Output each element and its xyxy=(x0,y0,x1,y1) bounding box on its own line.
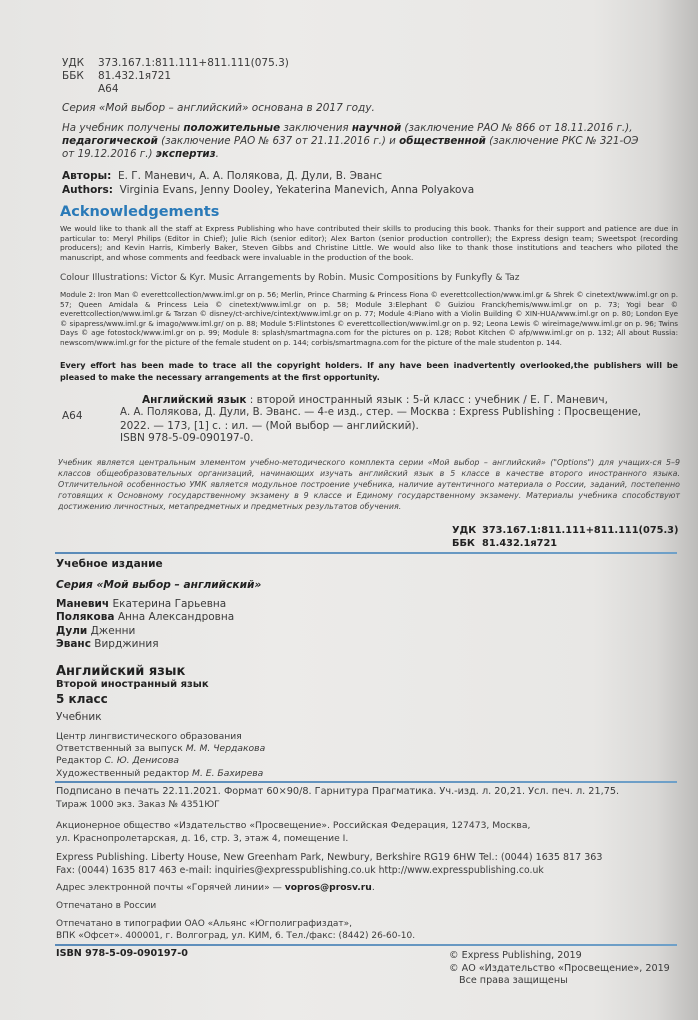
edition-author xyxy=(56,598,234,611)
printer-address xyxy=(56,918,415,943)
author-name: Анна Александровна xyxy=(117,611,235,624)
bbk-label: ББК xyxy=(452,538,475,549)
bbk-value: 81.432.1я721 xyxy=(482,538,558,549)
review-bold: экспертиз xyxy=(155,147,216,160)
bottom-codes xyxy=(452,524,678,550)
bbk-value: 81.432.1я721 xyxy=(98,70,172,82)
edition-type: Учебное издание xyxy=(56,558,163,570)
photo-credits: Module 2: Iron Man © everettcollection/www.iml.gr on p. 56; Merlin, Prince Charming & Princess Fiona © everettcollection/www.iml.gr & Shrek © cinetext/www.iml.gr on p. 57; Queen Amidala & Princess Leia © cinetext/www.iml.gr on p. 58; Module 3:Elephant © Guiziou Franck/hemis/www.iml.gr on p. 73; Yogi bear © everettcollection/www.iml.gr & Tarzan © disney/ct-archive/cintext/www.iml.gr on p. 77; Module 4:Piano with a Violin Building © XIN-HUA/www.iml.gr on p. 80; London Eye © sipapress/www.iml.gr & imago/www.iml.gr/ on p. 88; Module 5:Flintstones © everettcollection/www.iml.gr on p. 92; Leona Lewis © wireimage/www.iml.gr on p. 96; Twins Days © age fotostock/www.iml.gr on p. 99; Module 8: splash/smartmagna.com for the pictures on p. 128; Robot Kitchen © afp/www.iml.gr on p. 132; All about Russia: newscom/www.iml.gr for the picture of the female student on p. 144; corbis/smartmagna.com for the picture of the male studenton p. 144. xyxy=(60,290,678,347)
edition-series: Серия «Мой выбор – английский» xyxy=(56,579,262,591)
editor-line xyxy=(56,755,265,767)
review-bold: педагогической xyxy=(62,134,158,147)
edition-author xyxy=(56,611,234,624)
edition-author xyxy=(56,638,234,651)
review-bold: общественной xyxy=(399,134,486,147)
editor-name: С. Ю. Денисова xyxy=(104,755,179,767)
catalog-line: 2022. — 173, [1] с. : ил. — (Мой выбор — английский). xyxy=(120,419,419,432)
express-line: Fax: (0044) 1635 817 463 e-mail: inquiries@expresspublishing.co.uk http://www.expresspublishing.co.uk xyxy=(56,864,544,876)
imprint-signed xyxy=(56,786,619,811)
art-editor-line xyxy=(56,768,265,780)
review-note xyxy=(62,122,682,160)
acknowledgements-text: We would like to thank all the staff at Express Publishing who have contributed their skills to producing this book. Thanks for their support and patience are due in particular to: Meryl Philips (Editor in Chief); Julie Rich (senior editor); Alex Barton (senior production controller); the Express design team; Sweetspot (recording producers); and Kevin Harris, Kimberly Baker, Steven Gibbs and Christine Little. We would also like to thank those institutions and teachers who piloted the manuscript, and whose comments and feedback were invaluable in the production of the book. xyxy=(60,224,678,262)
udk-value: 373.167.1:811.111+811.111(075.3) xyxy=(482,525,679,536)
express-line: Express Publishing. Liberty House, New Greenham Park, Newbury, Berkshire RG19 6HW Tel.: (0044) 1635 817 363 xyxy=(56,852,603,863)
divider xyxy=(55,944,677,946)
review-text: (заключение РАО № 866 от 18.11.2016 г.), xyxy=(401,122,633,134)
printer-line: Отпечатано в типографии ОАО «Альянс «Югполиграфиздат», xyxy=(56,919,353,929)
edition-author xyxy=(56,625,234,638)
publisher-line: Акционерное общество «Издательство «Просвещение». Российская Федерация, 127473, Москва, xyxy=(56,820,531,831)
catalog-line: А. А. Полякова, Д. Дули, В. Эванс. — 4-е изд., стер. — Москва : Express Publishing : Просвещение, xyxy=(120,406,641,418)
book-subtitle: Второй иностранный язык xyxy=(56,679,209,690)
responsible-name: М. М. Чердакова xyxy=(185,743,266,755)
book-title: Английский язык xyxy=(56,664,186,679)
author-name: Дженни xyxy=(90,624,136,637)
udk-label: УДК xyxy=(452,525,477,536)
copyright-note: Every effort has been made to trace all the copyright holders. If any have been inadvertently overlooked,the publishers will be pleased to make the necessary arrangements at the first opportunity. xyxy=(60,360,678,382)
imprint-signed-line: Подписано в печать 22.11.2021. Формат 60×90/8. Гарнитура Прагматика. Уч.-изд. л. 20,21. Усл. печ. л. 21,75. xyxy=(56,786,620,797)
review-text: заключения xyxy=(280,122,352,134)
authors-en-value: Virginia Evans, Jenny Dooley, Yekaterina Manevich, Anna Polyakova xyxy=(119,184,475,196)
author-surname: Маневич xyxy=(56,598,110,610)
book-grade: 5 класс xyxy=(56,692,108,706)
author-surname: Эванс xyxy=(56,637,91,650)
review-text: . xyxy=(215,147,219,160)
copyright-express: © Express Publishing, 2019 xyxy=(449,950,582,961)
series-note: Серия «Мой выбор – английский» основана в 2017 году. xyxy=(62,102,375,114)
udk-label: УДК xyxy=(62,57,85,69)
authors-ru xyxy=(62,170,382,183)
edition-staff xyxy=(56,731,265,780)
responsible-line xyxy=(56,743,265,755)
author-name: Екатерина Гарьевна xyxy=(112,598,227,610)
bbk-line xyxy=(62,70,171,83)
edition-authors xyxy=(56,598,234,651)
hotline-label: Адрес электронной почты «Горячей линии» — xyxy=(56,882,285,893)
catalog-title: Английский язык xyxy=(142,394,247,406)
express-address xyxy=(56,852,602,877)
printed-in: Отпечатано в России xyxy=(56,901,157,911)
review-text: (заключение РАО № 637 от 21.11.2016 г.) и xyxy=(157,134,400,147)
book-kind: Учебник xyxy=(56,711,102,723)
divider xyxy=(55,552,677,554)
art-editor-name: М. Е. Бахирева xyxy=(192,767,264,779)
catalog-sign: А64 xyxy=(62,410,83,422)
publisher-address xyxy=(56,820,530,845)
acknowledgements-title: Acknowledgements xyxy=(60,204,220,220)
responsible-label: Ответственный за выпуск xyxy=(56,743,186,755)
author-sign: А64 xyxy=(98,83,119,95)
copyright-block xyxy=(449,950,670,988)
publisher-line: ул. Краснопролетарская, д. 16, стр. 3, этаж 4, помещение I. xyxy=(56,832,349,844)
footer-isbn: ISBN 978-5-09-090197-0 xyxy=(56,948,188,959)
review-text: (заключение РКС № 321-ОЭ xyxy=(485,134,639,147)
review-bold: положительные xyxy=(183,122,281,134)
authors-en xyxy=(62,184,474,197)
review-text: На учебник получены xyxy=(62,122,184,134)
divider xyxy=(55,781,677,783)
printer-line: ВПК «Офсет». 400001, г. Волгоград, ул. КИМ, 6. Тел./факс: (8442) 26-60-10. xyxy=(56,931,416,942)
review-text: от 19.12.2016 г.) xyxy=(62,147,156,160)
editor-label: Редактор xyxy=(56,755,105,767)
copyright-prosv: © АО «Издательство «Просвещение», 2019 xyxy=(449,962,670,974)
catalog-isbn: ISBN 978-5-09-090197-0. xyxy=(120,432,254,445)
bbk-label: ББК xyxy=(62,70,84,82)
author-surname: Дули xyxy=(56,624,88,637)
art-editor-label: Художественный редактор xyxy=(56,767,193,779)
edition-center: Центр лингвистического образования xyxy=(56,731,242,742)
rights-reserved: Все права защищены xyxy=(459,975,568,987)
review-bold: научной xyxy=(351,122,402,134)
author-surname: Полякова xyxy=(56,611,115,624)
authors-en-label: Authors: xyxy=(62,184,113,196)
hotline xyxy=(56,882,375,893)
illustration-credits: Colour Illustrations: Victor & Kyr. Music Arrangements by Robin. Music Compositions by Funkyfly & Taz xyxy=(60,273,520,283)
authors-ru-label: Авторы: xyxy=(62,170,112,182)
udk-line xyxy=(62,57,289,70)
imprint-run: Тираж 1000 экз. Заказ № 4351ЮГ xyxy=(56,798,220,810)
annotation: Учебник является центральным элементом учебно-методического комплекта серии «Мой выбор – английский» ("Options") для учащих-ся 5–9 классов общеобразовательных организаций, начинающих изучать английский язык в 5 классе в качестве второго иностранного языка. Отличительной особенностью УМК является модульное построение учебника, наличие аутентичного материала о России, заданий, постепенно готовящих к Основному государственному экзамену в 9 классе и Единому государственному экзамену. Материалы учебника способствуют достижению личностных, метапредметных и предметных результатов обучения. xyxy=(58,458,680,511)
catalog-entry xyxy=(120,394,680,445)
hotline-end: . xyxy=(371,882,375,893)
author-name: Вирджиния xyxy=(94,637,159,650)
authors-ru-value: Е. Г. Маневич, А. А. Полякова, Д. Дули, В. Эванс xyxy=(117,170,383,182)
hotline-email[interactable]: vopros@prosv.ru xyxy=(284,882,372,893)
catalog-line: : второй иностранный язык : 5-й класс : учебник / Е. Г. Маневич, xyxy=(246,394,608,406)
udk-value: 373.167.1:811.111+811.111(075.3) xyxy=(98,57,289,69)
